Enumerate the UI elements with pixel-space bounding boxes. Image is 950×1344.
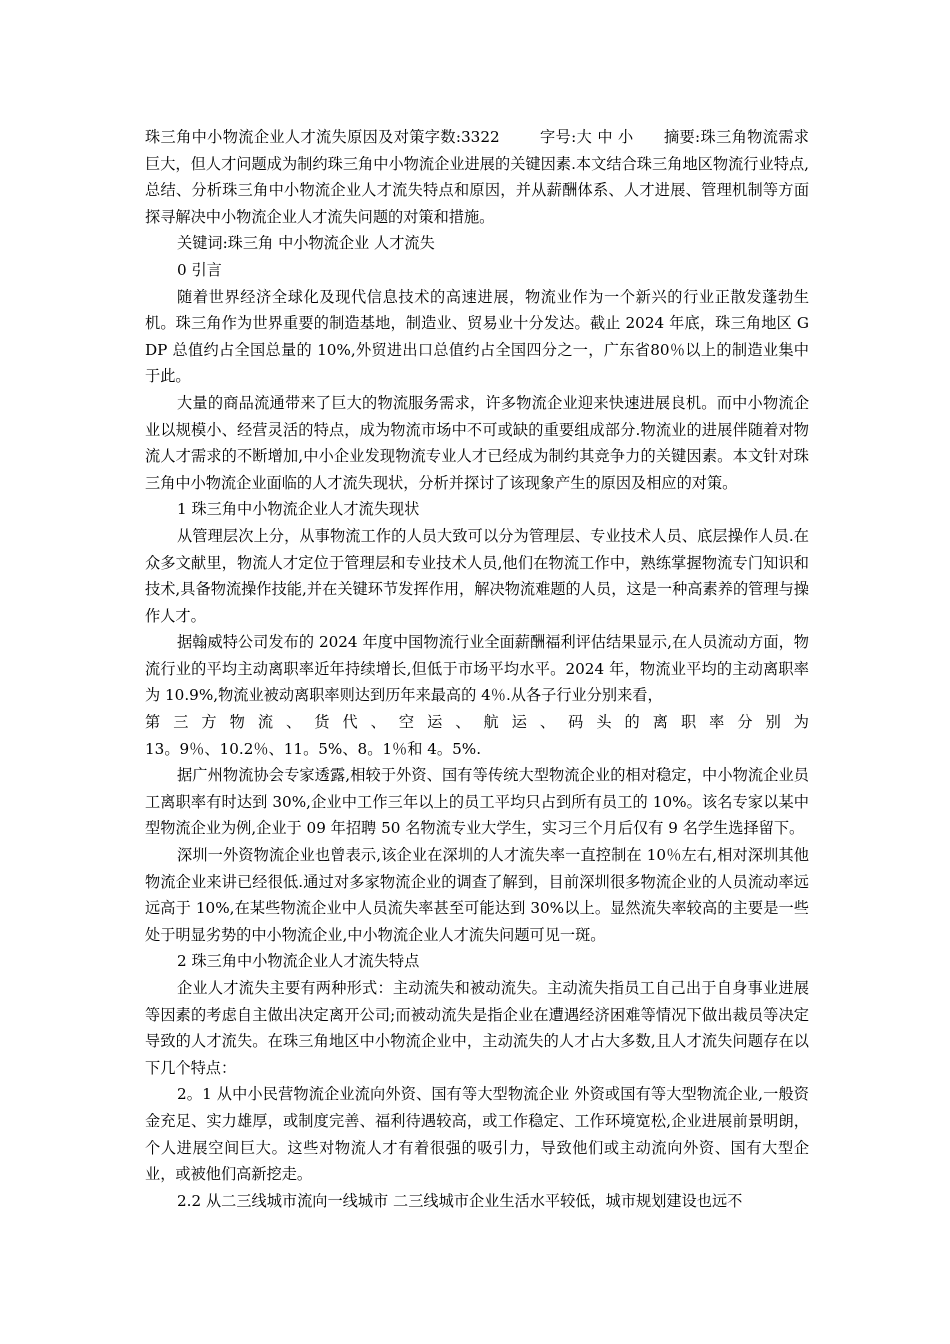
- document-page: [145, 124, 809, 1214]
- paragraph: 企业人才流失主要有两种形式：主动流失和被动流失。主动流失指员工自己出于自身事业进展等因素的考虑自主做出决定离开公司;而被动流失是指企业在遭遇经济困难等情况下做出裁员等决定导致的人才流失。在珠三角地区中小物流企业中，主动流失的人才占大多数,且人才流失问题存在以下几个特点：: [145, 979, 809, 1077]
- font-size-label: 字号:大 中 小: [539, 128, 634, 146]
- paragraph-part: 据翰威特公司发布的 2024 年度中国物流行业全面薪酬福利评估结果显示,在人员流动方面，物流行业的平均主动离职率近年持续增长,但低于市场平均水平。2024 年，物流业平均的主动离职率为 10.9%,物流业被动离职率则达到历年来最高的 4％.从各子行业分别来看，: [145, 633, 809, 705]
- paragraph: 从管理层次上分，从事物流工作的人员大致可以分为管理层、专业技术人员、底层操作人员.在众多文献里，物流人才定位于管理层和专业技术人员,他们在物流工作中，熟练掌握物流专门知识和技术,具备物流操作技能,并在关键环节发挥作用，解决物流难题的人员，这是一种高素养的管理与操作人才。: [145, 526, 809, 625]
- paragraph-part: 13。9％、10.2％、11。5%、8。1％和 4。5%.: [145, 739, 482, 758]
- section-heading-2: 2 珠三角中小物流企业人才流失特点: [177, 952, 420, 971]
- keywords: 关键词:珠三角 中小物流企业 人才流失: [177, 234, 435, 253]
- paragraph: 据广州物流协会专家透露,相较于外资、国有等传统大型物流企业的相对稳定，中小物流企业员工离职率有时达到 30%,企业中工作三年以上的员工平均只占到所有员工的 10%。该名专家以某中型物流企业为例,企业于 09 年招聘 50 名物流专业大学生，实习三个月后仅有 9 名学生选择留下。: [145, 766, 809, 838]
- subsection-2-2: 2.2 从二三线城市流向一线城市 二三线城市企业生活水平较低，城市规划建设也远不: [177, 1191, 743, 1210]
- section-heading-intro: 0 引言: [177, 260, 222, 279]
- paragraph: 随着世界经济全球化及现代信息技术的高速进展，物流业作为一个新兴的行业正散发蓬勃生机。珠三角作为世界重要的制造基地，制造业、贸易业十分发达。截止 2024 年底，珠三角地区 GDP 总值约占全国总量的 10%,外贸进出口总值约占全国四分之一，广东省80％以上的制造业集中于此。: [145, 287, 809, 386]
- paragraph: 大量的商品流通带来了巨大的物流服务需求，许多物流企业迎来快速进展良机。而中小物流企业以规模小、经营灵活的特点，成为物流市场中不可或缺的重要组成部分.物流业的进展伴随着对物流人才需求的不断增加,中小企业发现物流专业人才已经成为制约其竞争力的关键因素。本文针对珠三角中小物流企业面临的人才流失现状，分析并探讨了该现象产生的原因及相应的对策。: [145, 393, 809, 492]
- document-title: 珠三角中小物流企业人才流失原因及对策字数:3322: [145, 128, 500, 146]
- paragraph-part-spread: 第 三 方 物 流 、 货 代 、 空 运 、 航 运 、 码 头 的 离 职 率 分 别 为: [145, 713, 809, 732]
- paragraph-turnover-stats: [145, 629, 809, 762]
- subsection-2-1: 2。1 从中小民营物流企业流向外资、国有等大型物流企业 外资或国有等大型物流企业,一般资金充足、实力雄厚，或制度完善、福利待遇较高，或工作稳定、工作环境宽松,企业进展前景明朗，个人进展空间巨大。这些对物流人才有着很强的吸引力，导致他们或主动流向外资、国有大型企业，或被他们高新挖走。: [145, 1085, 809, 1184]
- abstract-text: 摘要:珠三角物流需求巨大，但人才问题成为制约珠三角中小物流企业进展的关键因素.本文结合珠三角地区物流行业特点,总结、分析珠三角中小物流企业人才流失特点和原因，并从薪酬体系、人才进展、管理机制等方面探寻解决中小物流企业人才流失问题的对策和措施。: [145, 128, 809, 226]
- paragraph: 深圳一外资物流企业也曾表示,该企业在深圳的人才流失率一直控制在 10％左右,相对深圳其他物流企业来讲已经很低.通过对多家物流企业的调查了解到，目前深圳很多物流企业的人员流动率远远高于 10%,在某些物流企业中人员流失率甚至可能达到 30%以上。显然流失率较高的主要是一些处于明显劣势的中小物流企业,中小物流企业人才流失问题可见一斑。: [145, 846, 809, 944]
- section-heading-1: 1 珠三角中小物流企业人才流失现状: [177, 500, 420, 519]
- header-paragraph: [145, 124, 809, 230]
